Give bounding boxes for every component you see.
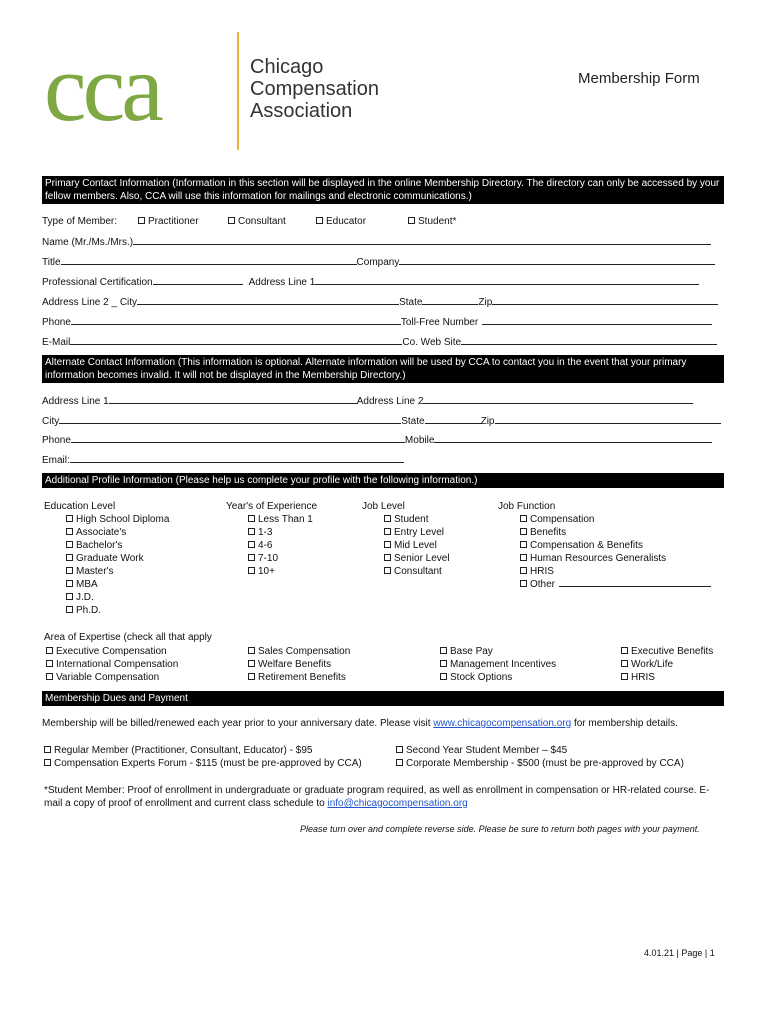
checkbox[interactable]	[66, 541, 73, 548]
checkbox[interactable]	[384, 541, 391, 548]
education-option[interactable]: J.D.	[44, 591, 224, 604]
expertise-option[interactable]: Base Pay	[440, 645, 610, 658]
education-option[interactable]: Master's	[44, 565, 224, 578]
alt-email-row	[42, 454, 724, 467]
member-type-consultant[interactable]: Consultant	[228, 216, 286, 228]
tollfree-field[interactable]	[482, 316, 712, 325]
job-function-title: Job Function	[498, 501, 556, 512]
experience-option[interactable]: 4-6	[226, 539, 356, 552]
alt-zip-label: Zip	[480, 416, 495, 427]
expertise-option[interactable]: Executive Compensation	[46, 645, 246, 658]
education-option[interactable]: Associate's	[44, 526, 224, 539]
dues-option-corporate[interactable]: Corporate Membership - $500 (must be pre-approved by CCA)	[396, 757, 726, 770]
experience-option[interactable]: 1-3	[226, 526, 356, 539]
org-name	[250, 56, 379, 122]
checkbox[interactable]	[248, 660, 255, 667]
alt-phone-row	[42, 434, 724, 447]
member-type-student[interactable]: Student*	[408, 216, 456, 228]
checkbox[interactable]	[384, 567, 391, 574]
education-option[interactable]: MBA	[44, 578, 224, 591]
profile-bar: Additional Profile Information (Please help us complete your profile with the following information.)	[42, 473, 724, 488]
job-level-option[interactable]: Consultant	[362, 565, 492, 578]
alt-phone-label: Phone	[42, 435, 71, 446]
checkbox[interactable]	[66, 580, 73, 587]
expertise-option[interactable]: Welfare Benefits	[248, 658, 428, 671]
checkbox[interactable]	[621, 660, 628, 667]
alt-email-label: Email:	[42, 455, 70, 466]
form-title: Membership Form	[578, 70, 700, 87]
checkbox[interactable]	[66, 567, 73, 574]
name-field[interactable]	[133, 236, 711, 245]
alt-email-field[interactable]	[70, 454, 404, 463]
checkbox[interactable]	[66, 515, 73, 522]
job-function-option[interactable]: Compensation	[498, 513, 724, 526]
name-row	[42, 236, 724, 249]
expertise-title: Area of Expertise (check all that apply	[44, 632, 212, 643]
education-option[interactable]: Graduate Work	[44, 552, 224, 565]
checkbox[interactable]	[66, 554, 73, 561]
job-function-option[interactable]: HRIS	[498, 565, 724, 578]
alt-mobile-field[interactable]	[434, 434, 712, 443]
alt-state-label: State	[401, 416, 425, 427]
alt-state-field[interactable]	[425, 415, 481, 424]
certification-field[interactable]	[153, 276, 243, 285]
billing-text: Membership will be billed/renewed each year prior to your anniversary date. Please visit www.chicagocompensation.org for membership details.	[42, 718, 678, 729]
name-label: Name (Mr./Ms./Mrs.)	[42, 237, 134, 248]
website-field[interactable]	[461, 336, 717, 345]
checkbox[interactable]	[248, 528, 255, 535]
alt-phone-field[interactable]	[71, 434, 405, 443]
checkbox[interactable]	[520, 580, 527, 587]
state-label: State	[399, 297, 423, 308]
job-level-option[interactable]: Senior Level	[362, 552, 492, 565]
checkbox[interactable]	[46, 673, 53, 680]
expertise-option[interactable]: Stock Options	[440, 671, 610, 684]
expertise-option[interactable]: HRIS	[621, 671, 725, 684]
title-label: Title	[42, 257, 61, 268]
title-field[interactable]	[61, 256, 357, 265]
checkbox[interactable]	[520, 541, 527, 548]
alt-address1-label: Address Line 1	[42, 396, 109, 407]
checkbox[interactable]	[440, 673, 447, 680]
education-option[interactable]: Bachelor's	[44, 539, 224, 552]
dues-options-left	[44, 744, 394, 770]
email-label: E-Mail	[42, 337, 71, 348]
job-function-option[interactable]: Compensation & Benefits	[498, 539, 724, 552]
tollfree-label: Toll-Free Number	[400, 317, 479, 328]
alternate-contact-bar: Alternate Contact Information (This information is optional. Alternate information will be used by CCA to contact you in the event that your primary information becomes invalid. It will not be displayed in the Membership Directory.)	[42, 355, 724, 383]
checkbox[interactable]	[440, 647, 447, 654]
checkbox[interactable]	[396, 746, 403, 753]
job-level-option[interactable]: Student	[362, 513, 492, 526]
experience-column	[226, 500, 356, 578]
checkbox[interactable]	[248, 541, 255, 548]
alt-address2-label: Address Line 2	[356, 396, 424, 407]
checkbox[interactable]	[384, 554, 391, 561]
address2-city-label: Address Line 2 _ City	[42, 297, 138, 308]
job-function-option[interactable]: Other	[498, 578, 724, 591]
checkbox[interactable]	[316, 217, 323, 224]
expertise-option[interactable]: Retirement Benefits	[248, 671, 428, 684]
checkbox[interactable]	[248, 673, 255, 680]
checkbox[interactable]	[66, 593, 73, 600]
member-type-educator[interactable]: Educator	[316, 216, 366, 228]
experience-option[interactable]: 10+	[226, 565, 356, 578]
experience-option[interactable]: Less Than 1	[226, 513, 356, 526]
title-row	[42, 256, 724, 269]
dues-option-student[interactable]: Second Year Student Member – $45	[396, 744, 726, 757]
job-level-option[interactable]: Entry Level	[362, 526, 492, 539]
alt-city-row	[42, 415, 724, 428]
checkbox[interactable]	[228, 217, 235, 224]
website-link[interactable]: www.chicagocompensation.org	[433, 718, 572, 729]
phone-row	[42, 316, 724, 329]
checkbox[interactable]	[396, 759, 403, 766]
checkbox[interactable]	[408, 217, 415, 224]
education-column	[44, 500, 224, 617]
address2-row	[42, 296, 724, 309]
dues-option-regular[interactable]: Regular Member (Practitioner, Consultant, Educator) - $95	[44, 744, 394, 757]
job-function-column	[498, 500, 724, 591]
expertise-option[interactable]: Management Incentives	[440, 658, 610, 671]
checkbox[interactable]	[621, 647, 628, 654]
expertise-column-2	[248, 645, 428, 684]
checkbox[interactable]	[621, 673, 628, 680]
dues-bar: Membership Dues and Payment	[42, 691, 724, 706]
checkbox[interactable]	[248, 567, 255, 574]
other-field[interactable]	[559, 578, 711, 587]
zip-label: Zip	[478, 297, 493, 308]
company-field[interactable]	[399, 256, 715, 265]
address1-label: Address Line 1	[248, 277, 316, 288]
checkbox[interactable]	[66, 528, 73, 535]
primary-contact-bar: Primary Contact Information (Information in this section will be displayed in the online Membership Directory. The directory can only be accessed by your fellow members. Also, CCA will use this information for mailings and electronic communications.)	[42, 176, 724, 204]
alt-city-label: City	[42, 416, 60, 427]
checkbox[interactable]	[46, 660, 53, 667]
org-line-2: Compensation	[250, 78, 379, 100]
dues-option-experts-forum[interactable]: Compensation Experts Forum - $115 (must be pre-approved by CCA)	[44, 757, 394, 770]
checkbox[interactable]	[520, 554, 527, 561]
alt-mobile-label: Mobile	[404, 435, 435, 446]
checkbox[interactable]	[384, 528, 391, 535]
zip-field[interactable]	[492, 296, 718, 305]
certification-label: Professional Certification	[42, 277, 153, 288]
education-option[interactable]: Ph.D.	[44, 604, 224, 617]
job-level-column	[362, 500, 492, 578]
turnover-note: Please turn over and complete reverse side. Please be sure to return both pages with your payment.	[300, 824, 700, 834]
job-function-option[interactable]: Benefits	[498, 526, 724, 539]
checkbox[interactable]	[44, 759, 51, 766]
education-option[interactable]: High School Diploma	[44, 513, 224, 526]
state-field[interactable]	[422, 296, 478, 305]
org-line-1: Chicago	[250, 56, 324, 78]
email-link[interactable]: info@chicagocompensation.org	[327, 798, 468, 809]
checkbox[interactable]	[248, 554, 255, 561]
expertise-column-4	[621, 645, 725, 684]
cert-row	[42, 276, 724, 289]
checkbox[interactable]	[248, 515, 255, 522]
expertise-option[interactable]: Sales Compensation	[248, 645, 428, 658]
logo-divider	[237, 32, 239, 150]
student-note: *Student Member: Proof of enrollment in undergraduate or graduate program required, as well as enrollment in compensation or HR-related course. E-mail a copy of proof of enrollment and current class schedule to info@chicagocompensation.org	[44, 785, 710, 809]
job-level-option[interactable]: Mid Level	[362, 539, 492, 552]
alt-address-row	[42, 395, 724, 408]
member-type-practitioner[interactable]: Practitioner	[138, 216, 199, 228]
checkbox[interactable]	[440, 660, 447, 667]
checkbox[interactable]	[138, 217, 145, 224]
dues-options-right	[396, 744, 726, 770]
experience-option[interactable]: 7-10	[226, 552, 356, 565]
job-function-option[interactable]: Human Resources Generalists	[498, 552, 724, 565]
member-type-label: Type of Member:	[42, 216, 118, 227]
page-footer: 4.01.21 | Page | 1	[644, 948, 715, 958]
alt-zip-field[interactable]	[495, 415, 721, 424]
company-label: Company	[356, 257, 400, 268]
checkbox[interactable]	[46, 647, 53, 654]
alt-city-field[interactable]	[59, 415, 401, 424]
checkbox[interactable]	[520, 515, 527, 522]
cca-logo: cca	[44, 34, 160, 141]
phone-field[interactable]	[71, 316, 401, 325]
checkbox[interactable]	[66, 606, 73, 613]
expertise-column-1	[46, 645, 246, 684]
alt-address2-field[interactable]	[423, 395, 693, 404]
experience-title: Year's of Experience	[226, 501, 318, 512]
city-field[interactable]	[137, 296, 399, 305]
phone-label: Phone	[42, 317, 71, 328]
checkbox[interactable]	[520, 567, 527, 574]
email-row	[42, 336, 724, 349]
member-type-row	[42, 216, 724, 228]
email-field[interactable]	[70, 336, 402, 345]
checkbox[interactable]	[248, 647, 255, 654]
org-line-3: Association	[250, 100, 353, 122]
website-label: Co. Web Site	[402, 337, 462, 348]
expertise-option[interactable]: Variable Compensation	[46, 671, 246, 684]
address1-field[interactable]	[315, 276, 699, 285]
checkbox[interactable]	[44, 746, 51, 753]
job-level-title: Job Level	[362, 501, 405, 512]
expertise-column-3	[440, 645, 610, 684]
alt-address1-field[interactable]	[109, 395, 357, 404]
checkbox[interactable]	[384, 515, 391, 522]
checkbox[interactable]	[520, 528, 527, 535]
expertise-option[interactable]: Executive Benefits	[621, 645, 725, 658]
expertise-option[interactable]: Work/Life	[621, 658, 725, 671]
education-title: Education Level	[44, 501, 116, 512]
expertise-option[interactable]: International Compensation	[46, 658, 246, 671]
